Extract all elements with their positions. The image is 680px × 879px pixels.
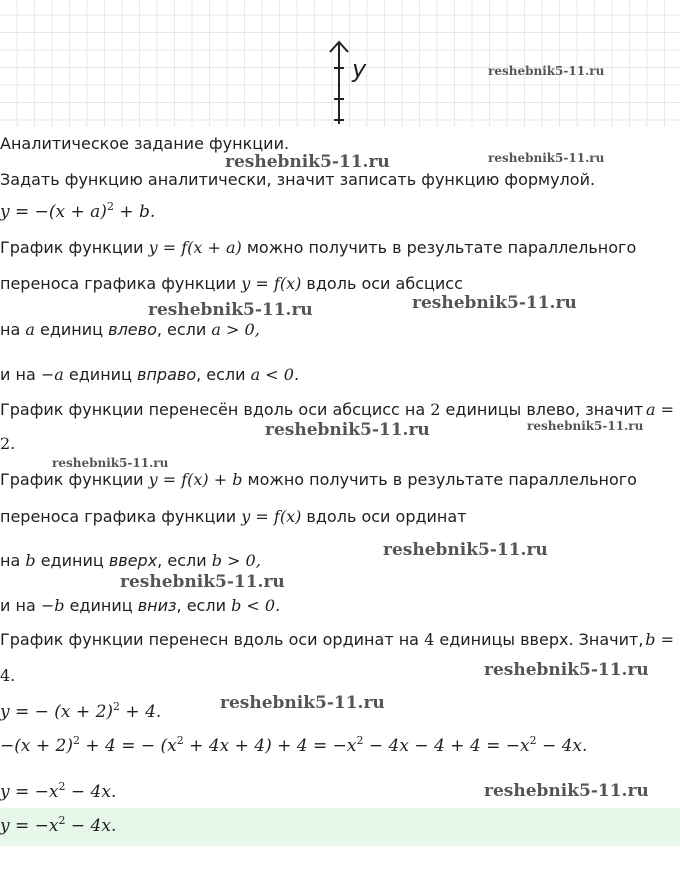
shift-x-line-2: переноса графика функции y = f(x) вдоль оси абсцисс (0, 274, 463, 293)
y-axis-label: y (352, 55, 367, 83)
shift-y-line-2: переноса графика функции y = f(x) вдоль оси ординат (0, 507, 467, 526)
result-y-value: 4. (0, 666, 16, 685)
watermark: reshebnik5-11.ru (148, 300, 313, 320)
section-heading: Аналитическое задание функции. (0, 134, 290, 153)
watermark: reshebnik5-11.ru (412, 293, 577, 313)
watermark: reshebnik5-11.ru (220, 693, 385, 713)
shift-x-right-rule: и на −a единиц вправо, если a < 0. (0, 365, 300, 384)
watermark: reshebnik5-11.ru (488, 64, 605, 78)
watermark: reshebnik5-11.ru (120, 572, 285, 592)
shift-y-down-rule: и на −b единиц вниз, если b < 0. (0, 596, 281, 615)
watermark: reshebnik5-11.ru (265, 420, 430, 440)
watermark: reshebnik5-11.ru (484, 781, 649, 801)
result-y-equation: b = (645, 630, 674, 649)
watermark: reshebnik5-11.ru (52, 456, 169, 470)
watermark: reshebnik5-11.ru (225, 152, 390, 172)
result-x-equation: a = (645, 400, 674, 419)
formula-substituted: y = − $(x + 2)^2 + 4$. (0, 700, 162, 722)
y-axis-icon (325, 38, 355, 128)
watermark: reshebnik5-11.ru (383, 540, 548, 560)
shift-x-line-1: График функции y = f(x + a) можно получить в результате параллельного (0, 238, 637, 257)
answer-formula: $y = -x^2 - 4x$. (0, 814, 117, 836)
watermark: reshebnik5-11.ru (527, 419, 644, 433)
watermark: reshebnik5-11.ru (488, 151, 605, 165)
answer-box (0, 808, 680, 846)
shift-y-line-1: График функции y = f(x) + b можно получить в результате параллельного (0, 470, 637, 489)
intro-text: Задать функцию аналитически, значит записать функцию формулой. (0, 170, 596, 189)
shift-x-left-rule: на a единиц влево, если a > 0, (0, 320, 260, 339)
watermark: reshebnik5-11.ru (484, 660, 649, 680)
result-x-text: График функции перенесён вдоль оси абсцисс на 2 единицы влево, значит (0, 400, 644, 419)
shift-y-up-rule: на b единиц вверх, если b > 0, (0, 551, 261, 570)
formula-general: $y = -(x + a)^2 + b$. (0, 200, 156, 222)
result-y-text: График функции перенесн вдоль оси ординат на 4 единицы вверх. Значит, (0, 630, 644, 649)
result-x-value: 2. (0, 434, 16, 453)
formula-expansion: $-(x + 2)^2 + 4$ = − $(x^2 + 4x + 4) + 4 = -x^2 - 4x - 4 + 4 = -x^2 - 4x$. (0, 734, 588, 756)
formula-result: $y = -x^2 - 4x$. (0, 780, 117, 802)
